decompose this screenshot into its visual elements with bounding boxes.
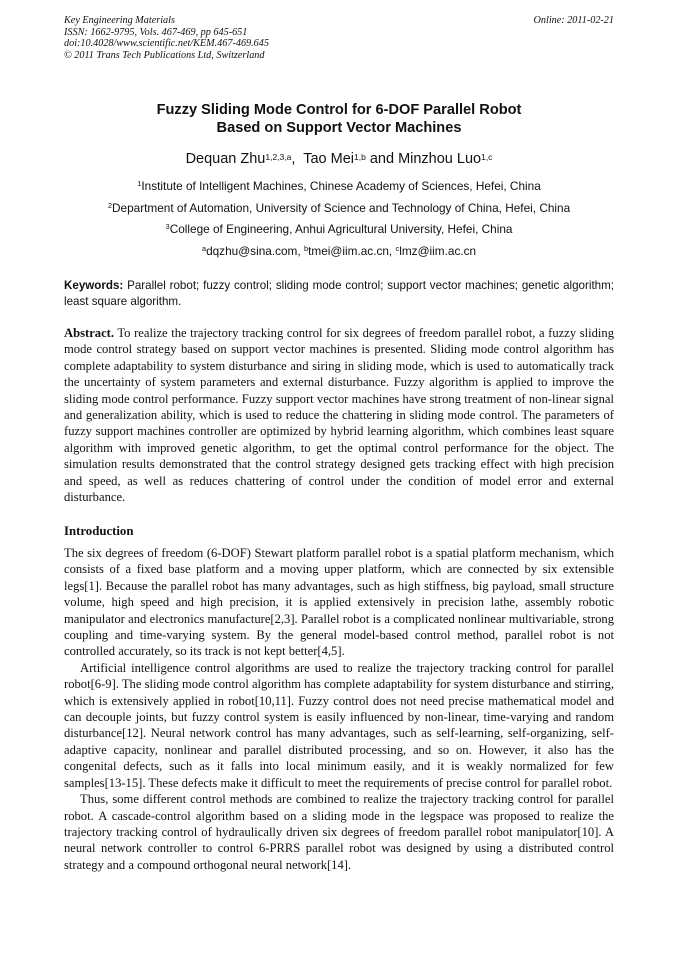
author-2-sup: 1,b — [353, 152, 366, 162]
keywords-label: Keywords: — [64, 279, 124, 292]
author-1-sup: 1,2,3,a — [265, 152, 292, 162]
author-1: Dequan Zhu — [185, 151, 266, 167]
copyright-line: © 2011 Trans Tech Publications Ltd, Switzerland — [64, 49, 265, 61]
journal-name: Key Engineering Materials — [64, 15, 175, 26]
author-separator-1: , — [291, 151, 304, 167]
author-list — [64, 150, 614, 168]
affiliation-1 — [64, 179, 614, 193]
title-line-1: Fuzzy Sliding Mode Control for 6-DOF Parallel Robot — [156, 102, 522, 118]
issn-line: ISSN: 1662-9795, Vols. 467-469, pp 645-651 — [64, 26, 248, 38]
email-a-sup: a — [201, 244, 207, 253]
author-3: Minzhou Luo — [398, 151, 482, 167]
keywords-text: Parallel robot; fuzzy control; sliding mode control; support vector machines; genetic algorithm; least square algorithm. — [64, 279, 614, 308]
title-line-2: Based on Support Vector Machines — [216, 120, 462, 136]
author-emails — [64, 244, 614, 258]
affiliation-3-text: College of Engineering, Anhui Agricultural University, Hefei, China — [169, 222, 513, 236]
keywords-block — [64, 278, 614, 310]
email-c[interactable]: lmz@iim.ac.cn — [399, 244, 477, 258]
online-date: Online: 2011-02-21 — [533, 15, 614, 26]
affiliation-3 — [64, 222, 614, 236]
introduction-body — [64, 545, 614, 873]
intro-paragraph-2: Artificial intelligence control algorithms are used to realize the trajectory tracking control for parallel robot[6-9]. The sliding mode control algorithm has complete adaptability for system disturbance and stirring, which is extensively applied in robot[10,11]. Fuzzy control does not need precise mathematical model and can decouple joints, but fuzzy control system is easily influenced by non-linear, time-varying and random disturbance[12]. Neural network control has many advantages, such as self-learning, self-organizing, self-adaptive capacity, nonlinear and parallel distributed processing, and so on. However, it also has the congenital defects, such as it falls into local minimum easily, and it is weakly normalized for few samples[13-15]. These defects make it difficult to meet the requirements of precise control for parallel robot. — [64, 660, 614, 790]
affiliation-2 — [64, 201, 614, 215]
intro-paragraph-1: The six degrees of freedom (6-DOF) Stewart platform parallel robot is a spatial platform mechanism, which consists of a fixed base platform and a moving upper platform, which are connected by six extensible legs[1]. Because the parallel robot has many advantages, such as high stiffness, big payload, small structure volume, high speed and high precision, it is applied extensively in precision lathe, assembly robotic manipulator and electronics manufacture[2,3]. Parallel robot is a complicated nonlinear multivariable, strong coupling and time-varying system. By the general model-based control method, parallel robot is not controlled accurately, so its track is not kept better[4,5]. — [64, 546, 614, 659]
intro-paragraph-3: Thus, some different control methods are combined to realize the trajectory tracking control for parallel robot. A cascade-control algorithm based on a sliding mode in the legspace was proposed to realize the trajectory tracking control of hydraulically driven six degrees of freedom parallel robot manipulator[10]. A neural network controller to control 6-PRRS parallel robot was designed by using a distributed control strategy and a compound orthogonal neural network[14]. — [64, 792, 614, 872]
affiliation-2-sup: 2 — [107, 201, 112, 210]
abstract-label: Abstract. — [64, 326, 115, 340]
affiliation-2-text: Department of Automation, University of Science and Technology of China, Hefei, China — [112, 201, 571, 215]
affiliation-3-sup: 3 — [165, 222, 170, 231]
paper-title — [64, 101, 614, 137]
doi-line[interactable]: doi:10.4028/www.scientific.net/KEM.467-469.645 — [64, 38, 269, 50]
author-2: Tao Mei — [303, 151, 354, 167]
email-a[interactable]: dqzhu@sina.com, — [206, 244, 304, 258]
email-c-sup: c — [395, 244, 400, 253]
journal-header — [64, 15, 269, 61]
email-b[interactable]: tmei@iim.ac.cn, — [308, 244, 396, 258]
affiliation-1-sup: 1 — [137, 179, 142, 188]
author-3-sup: 1,c — [481, 152, 493, 162]
abstract-text: To realize the trajectory tracking control for six degrees of freedom parallel robot, a fuzzy sliding mode control strategy based on support vector machines is presented. Sliding mode control algorithm has complete adaptability to system disturbance and siring in sliding mode, which is used to automatically track the uncertainty of system parameters and external disturbance. Fuzzy algorithm is applied to improve the sliding mode control performance. Fuzzy support vector machines have strong treatment of non-linear signal and generalization ability, which is used to reduce the chattering in sliding mode control. The parameters of fuzzy support machines controller are optimized by hybrid learning algorithm, which combines least square algorithm with improved genetic algorithm, to get the optimal control performance for the object. The simulation results demonstrated that the control strategy designed gets tracking effect with high precision and speed, as well as reduces chattering of control under the condition of model error and external disturbance. — [64, 326, 614, 505]
email-b-sup: b — [303, 244, 309, 253]
affiliation-1-text: Institute of Intelligent Machines, Chinese Academy of Sciences, Hefei, China — [141, 179, 541, 193]
introduction-heading: Introduction — [64, 524, 134, 538]
abstract-block — [64, 325, 614, 505]
author-separator-2: and — [365, 151, 399, 167]
